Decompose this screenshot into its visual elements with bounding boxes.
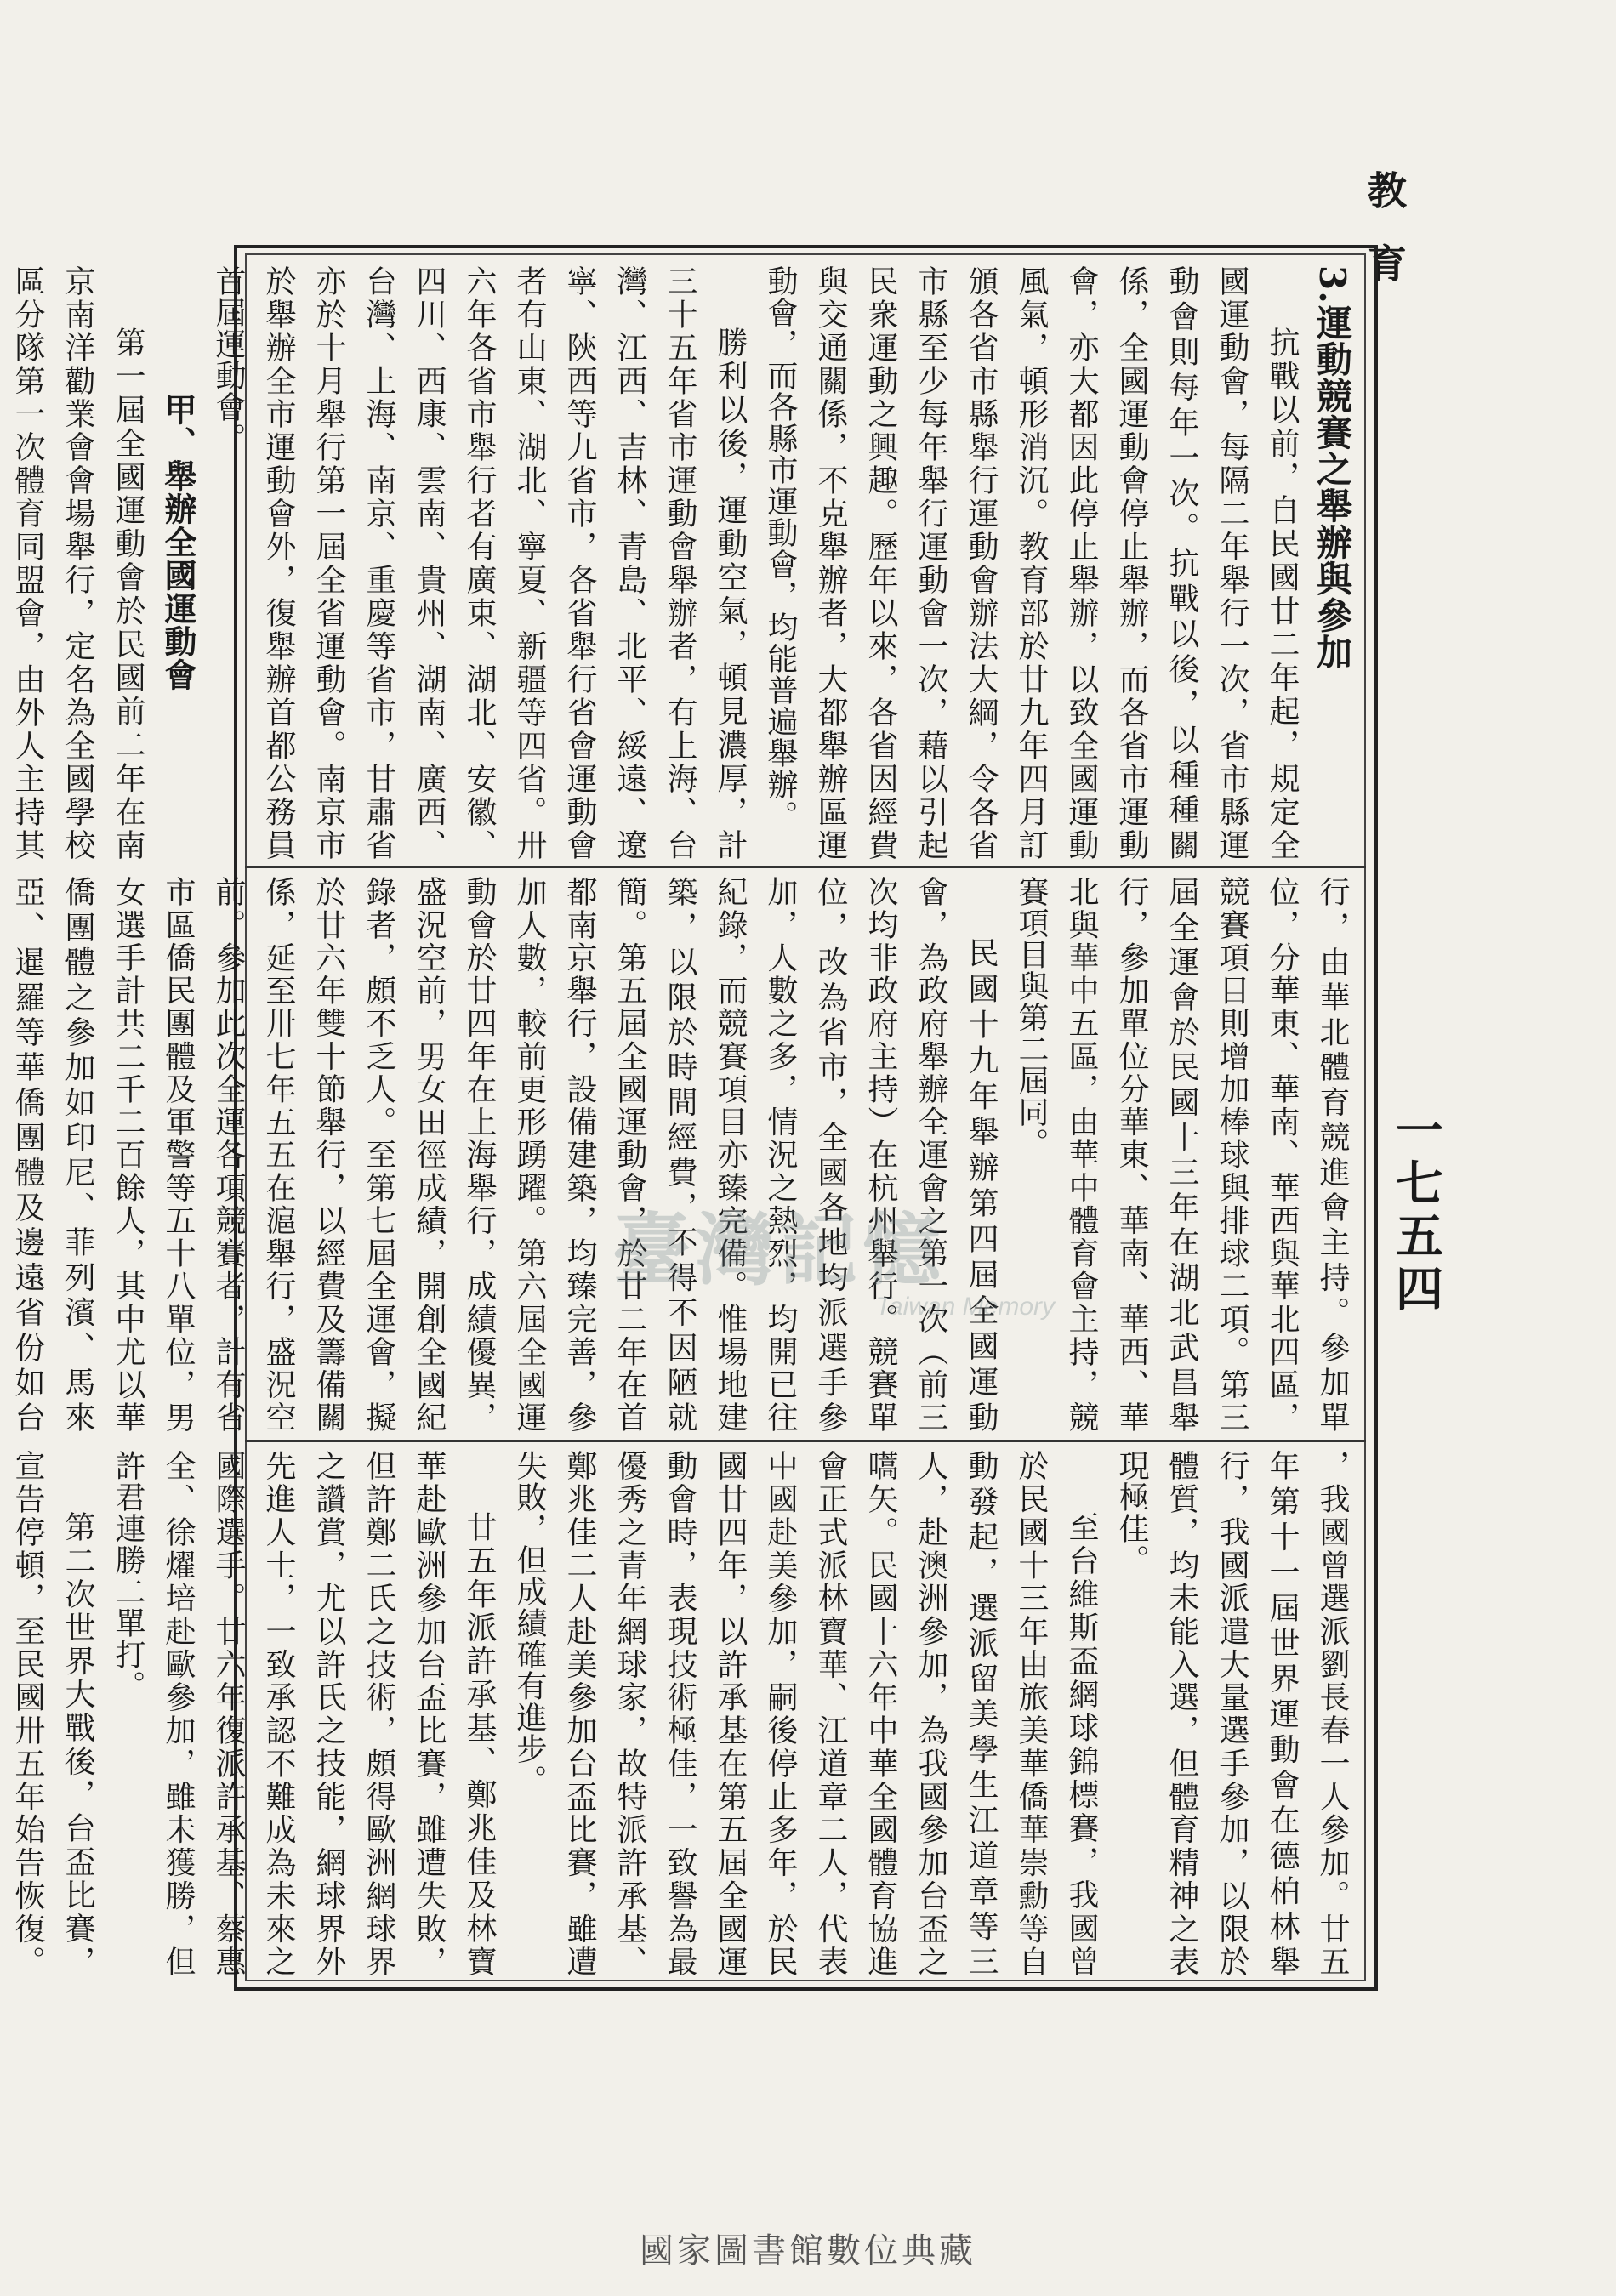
section-heading: 3.運動競賽之舉辦與參加 [1312,265,1353,670]
paragraph: 廿五年派許承基、鄭兆佳及林寶華赴歐洲參加台盃比賽，雖遭失敗，但許鄭二氏之技術，頗得歐洲網球界之讚賞，尤以許氏之技能，網球界外先進人士，一致承認不難成為未來之國際選手。廿六年復派許承基、蔡惠全、徐燿培赴歐參加，雖未獲勝，但許君連勝二單打。 [111,1450,497,1977]
paragraph: 抗戰以前，自民國廿二年起，規定全國運動會，每隔二年舉行一次，省市縣運動會則每年一次。抗戰以後，以種種關係，全國運動會停止舉辦，而各省市運動會，亦大都因此停止舉辦，以致全國運動風氣，頓形消沉。教育部於廿九年四月訂頒各省市縣舉行運動會辦法大綱，令各省市縣至少每年舉行運動會一次，藉以引起民衆運動之興趣。歷年以來，各省因經費與交通關係，不克舉辦者，大都舉辦區運動會，而各縣市運動會，均能普遍舉辦。 [763,265,1300,861]
paragraph: 第二次世界大戰後，台盃比賽，宣告停頓，至民國卅五年始告恢復。 [10,1450,95,1977]
page-number: 一七五四 [1388,1105,1444,1316]
paragraph: ，我國曾選派劉長春一人參加。廿五年第十一屆世界運動會在德柏林舉行，我國派遣大量選手參加，以限於體質，均未能入選，但體育精神之表現極佳。 [1114,1450,1350,1977]
running-header-title: 教育 [1362,170,1408,316]
footer-credit: 國家圖書館數位典藏 [640,2231,976,2270]
text-block-top [10,265,1357,861]
paragraph: 至台維斯盃網球錦標賽，我國曾於民國十三年由旅美華僑華崇勳等自動發起，選派留美學生江道章等三人，赴澳洲參加，為我國參加台盃之嚆矢。民國十六年中華全國體育協進會正式派林寶華、江道章二人，代表中國赴美參加，嗣後停止多年，於民國廿四年，以許承基在第五屆全國運動會時，表現技術極佳，一致譽為最優秀之青年網球家，故特派許承基、鄭兆佳二人赴美參加台盃比賽，雖遭失敗，但成績確有進步。 [512,1450,1099,1977]
sub-heading: 甲、舉辦全國運動會 [159,393,197,691]
column-divider-bottom [245,1440,1366,1442]
column-divider-top [245,866,1366,868]
paragraph: 民國十九年舉辦第四屆全國運動會，為政府舉辦全運會之第一次（前三次均非政府主持）在杭州舉行。競賽單位，改為省市，全國各地均派選手參加，人數之多，情況之熱烈，均開已往紀錄，而競賽項目亦臻完備。惟場地建築，以限於時間經費，不得不因陋就簡。第五屆全國運動會，於廿二年在首都南京舉行，設備建築，均臻完善，參加人數，較前更形踴躍。第六屆全國運動會於廿四年在上海舉行，成績優異，盛況空前，男女田徑成績，開創全國紀錄者，頗不乏人。至第七屆全運會，擬於廿六年雙十節舉行，以經費及籌備關係，延至卅七年五五在滬舉行，盛況空前。參加此次全運各項競賽者，計有省市區僑民團體及軍警等五十八單位，男女選手計共二千二百餘人，其中尤以華僑團體之參加如印尼、菲列濱、馬來亞、暹羅等華僑團體及邊遠省份如台 [10,876,999,1433]
watermark-subtext: Taiwan Memory [875,1293,1055,1321]
text-block-middle [10,876,1357,1433]
paragraph: 第一屆全國運動會於民國前二年在南京南洋勸業會會場舉行，定名為全國學校區分隊第一次體育同盟會，由外人主持其 [10,265,145,861]
paragraph: 勝利以後，運動空氣，頓見濃厚，計三十五年省市運動會舉辦者，有上海、台灣、江西、吉林、青島、北平、綏遠、遼寧、陝西等九省市，各省舉行省會運動會者有山東、湖北、寧夏、新疆等四省。卅六年各省市舉行者有廣東、湖北、安徽、四川、西康、雲南、貴州、湖南、廣西、台灣、上海、南京、重慶等省市，甘肅省亦於十月舉行第一屆全省運動會。南京市於舉辦全市運動會外，復舉辦首都公務員首屆運動會。 [211,265,748,861]
watermark-logo [612,1204,1055,1321]
watermark-text: 臺灣記憶 [612,1204,947,1296]
paragraph: 行，由華北體育競進會主持。參加單位，分華東、華南、華西與華北四區，競賽項目則增加棒球與排球二項。第三屆全運會於民國十三年在湖北武昌舉行，參加單位分華東、華南、華西、華北與華中五區，由華中體育會主持，競賽項目與第二屆同。 [1014,876,1350,1433]
text-block-bottom [10,1450,1357,1977]
